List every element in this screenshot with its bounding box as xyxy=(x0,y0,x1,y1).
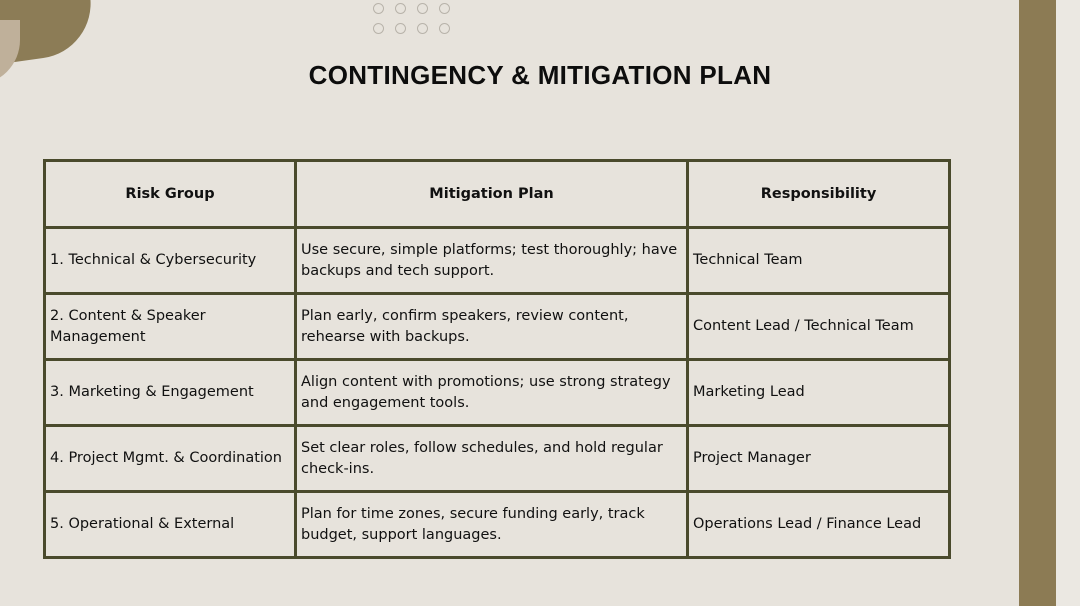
decorative-dot xyxy=(439,23,450,34)
responsibility-cell: Marketing Lead xyxy=(688,360,950,426)
decorative-dot xyxy=(373,3,384,14)
page-title: CONTINGENCY & MITIGATION PLAN xyxy=(308,60,772,90)
decorative-dot xyxy=(395,3,406,14)
column-header-responsibility: Responsibility xyxy=(688,161,950,228)
decorative-dot xyxy=(439,3,450,14)
table-row xyxy=(45,360,950,426)
responsibility-cell: Operations Lead / Finance Lead xyxy=(688,492,950,558)
decorative-dot xyxy=(373,23,384,34)
mitigation-plan-cell: Use secure, simple platforms; test thoroughly; have backups and tech support. xyxy=(296,228,688,294)
decorative-dot xyxy=(395,23,406,34)
responsibility-cell: Project Manager xyxy=(688,426,950,492)
mitigation-plan-cell: Set clear roles, follow schedules, and hold regular check-ins. xyxy=(296,426,688,492)
column-header-mitigation-plan: Mitigation Plan xyxy=(296,161,688,228)
decorative-dot xyxy=(417,23,428,34)
mitigation-table xyxy=(43,159,951,559)
table-row xyxy=(45,426,950,492)
table-header-row xyxy=(45,161,950,228)
risk-group-cell: 4. Project Mgmt. & Coordination xyxy=(45,426,296,492)
decorative-dot xyxy=(417,3,428,14)
table-row xyxy=(45,492,950,558)
risk-group-cell: 3. Marketing & Engagement xyxy=(45,360,296,426)
responsibility-cell: Technical Team xyxy=(688,228,950,294)
decorative-dot-grid xyxy=(373,3,463,34)
mitigation-plan-cell: Align content with promotions; use strong strategy and engagement tools. xyxy=(296,360,688,426)
table-row xyxy=(45,294,950,360)
risk-group-cell: 2. Content & Speaker Management xyxy=(45,294,296,360)
mitigation-plan-cell: Plan for time zones, secure funding early, track budget, support languages. xyxy=(296,492,688,558)
risk-group-cell: 1. Technical & Cybersecurity xyxy=(45,228,296,294)
mitigation-plan-cell: Plan early, confirm speakers, review content, rehearse with backups. xyxy=(296,294,688,360)
column-header-risk-group: Risk Group xyxy=(45,161,296,228)
table-row xyxy=(45,228,950,294)
risk-group-cell: 5. Operational & External xyxy=(45,492,296,558)
responsibility-cell: Content Lead / Technical Team xyxy=(688,294,950,360)
